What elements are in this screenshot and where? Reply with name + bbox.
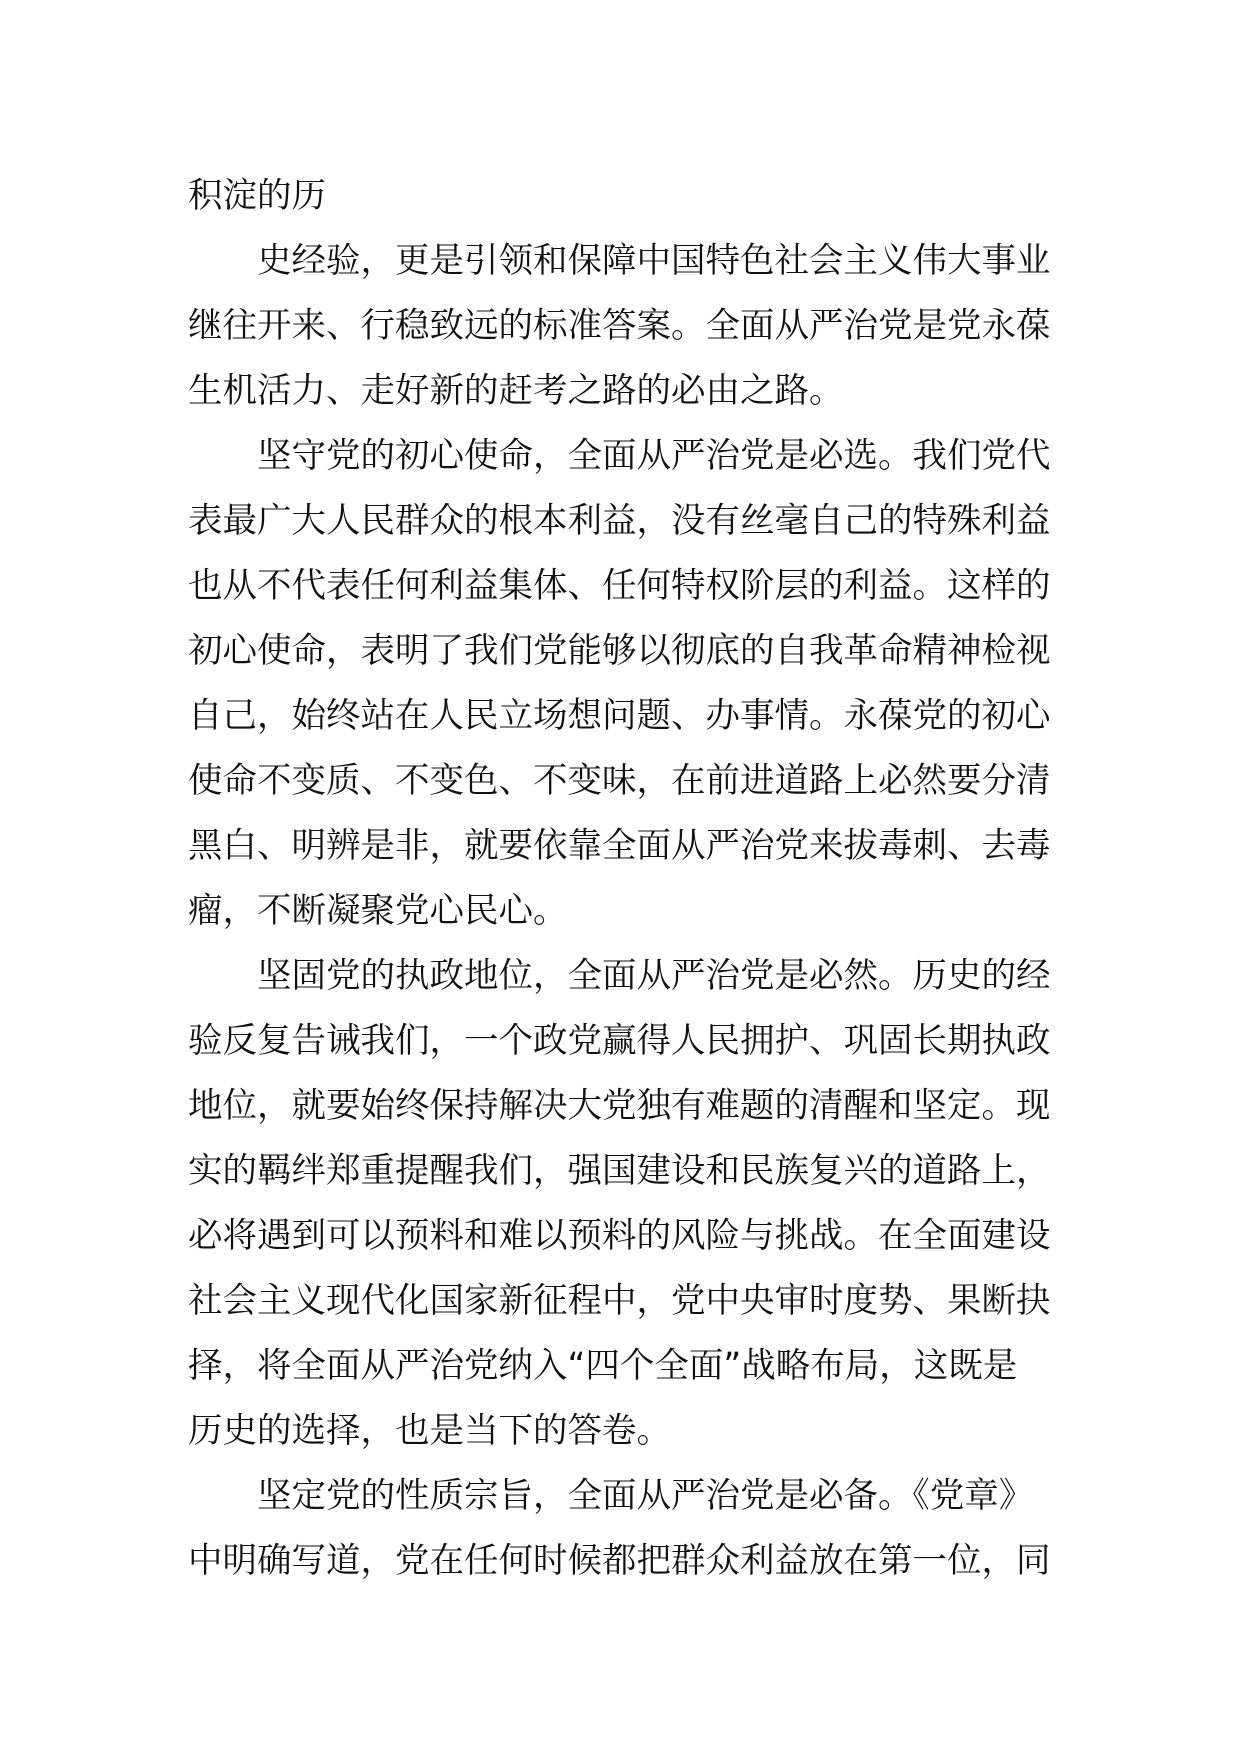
text-line: 使命不变质、不变色、不变味，在前进道路上必然要分清	[188, 761, 1051, 801]
text-line: 瘤，不断凝聚党心民心。	[188, 891, 568, 931]
body-text	[188, 164, 1058, 1594]
text-line: 坚定党的性质宗旨，全面从严治党是必备。《党章》	[257, 1476, 1034, 1516]
text-line: 自己，始终站在人民立场想问题、办事情。永葆党的初心	[188, 696, 1051, 736]
text-line: 也从不代表任何利益集体、任何特权阶层的利益。这样的	[188, 566, 1051, 606]
text-line: 继往开来、行稳致远的标准答案。全面从严治党是党永葆	[188, 306, 1051, 346]
text-line: 表最广大人民群众的根本利益，没有丝毫自己的特殊利益	[188, 501, 1051, 541]
text-line: 坚守党的初心使命，全面从严治党是必选。我们党代	[257, 436, 1051, 476]
text-line: 史经验，更是引领和保障中国特色社会主义伟大事业	[257, 241, 1051, 281]
text-line: 地位，就要始终保持解决大党独有难题的清醒和坚定。现	[188, 1086, 1051, 1126]
text-line: 初心使命，表明了我们党能够以彻底的自我革命精神检视	[188, 631, 1051, 671]
text-line: 必将遇到可以预料和难以预料的风险与挑战。在全面建设	[188, 1216, 1051, 1256]
text-line: 社会主义现代化国家新征程中，党中央审时度势、果断抉	[188, 1281, 1051, 1321]
text-line: 实的羁绊郑重提醒我们，强国建设和民族复兴的道路上，	[188, 1151, 1051, 1191]
text-line: 黑白、明辨是非，就要依靠全面从严治党来拔毒刺、去毒	[188, 826, 1051, 866]
text-line: 坚固党的执政地位，全面从严治党是必然。历史的经	[257, 956, 1051, 996]
text-line: 积淀的历	[188, 176, 326, 216]
text-line: 择，将全面从严治党纳入“四个全面”战略布局，这既是	[188, 1346, 1018, 1386]
text-line: 中明确写道，党在任何时候都把群众利益放在第一位，同	[188, 1541, 1051, 1581]
text-line: 历史的选择，也是当下的答卷。	[188, 1411, 671, 1451]
text-line: 生机活力、走好新的赶考之路的必由之路。	[188, 371, 844, 411]
text-line: 验反复告诫我们，一个政党赢得人民拥护、巩固长期执政	[188, 1021, 1051, 1061]
